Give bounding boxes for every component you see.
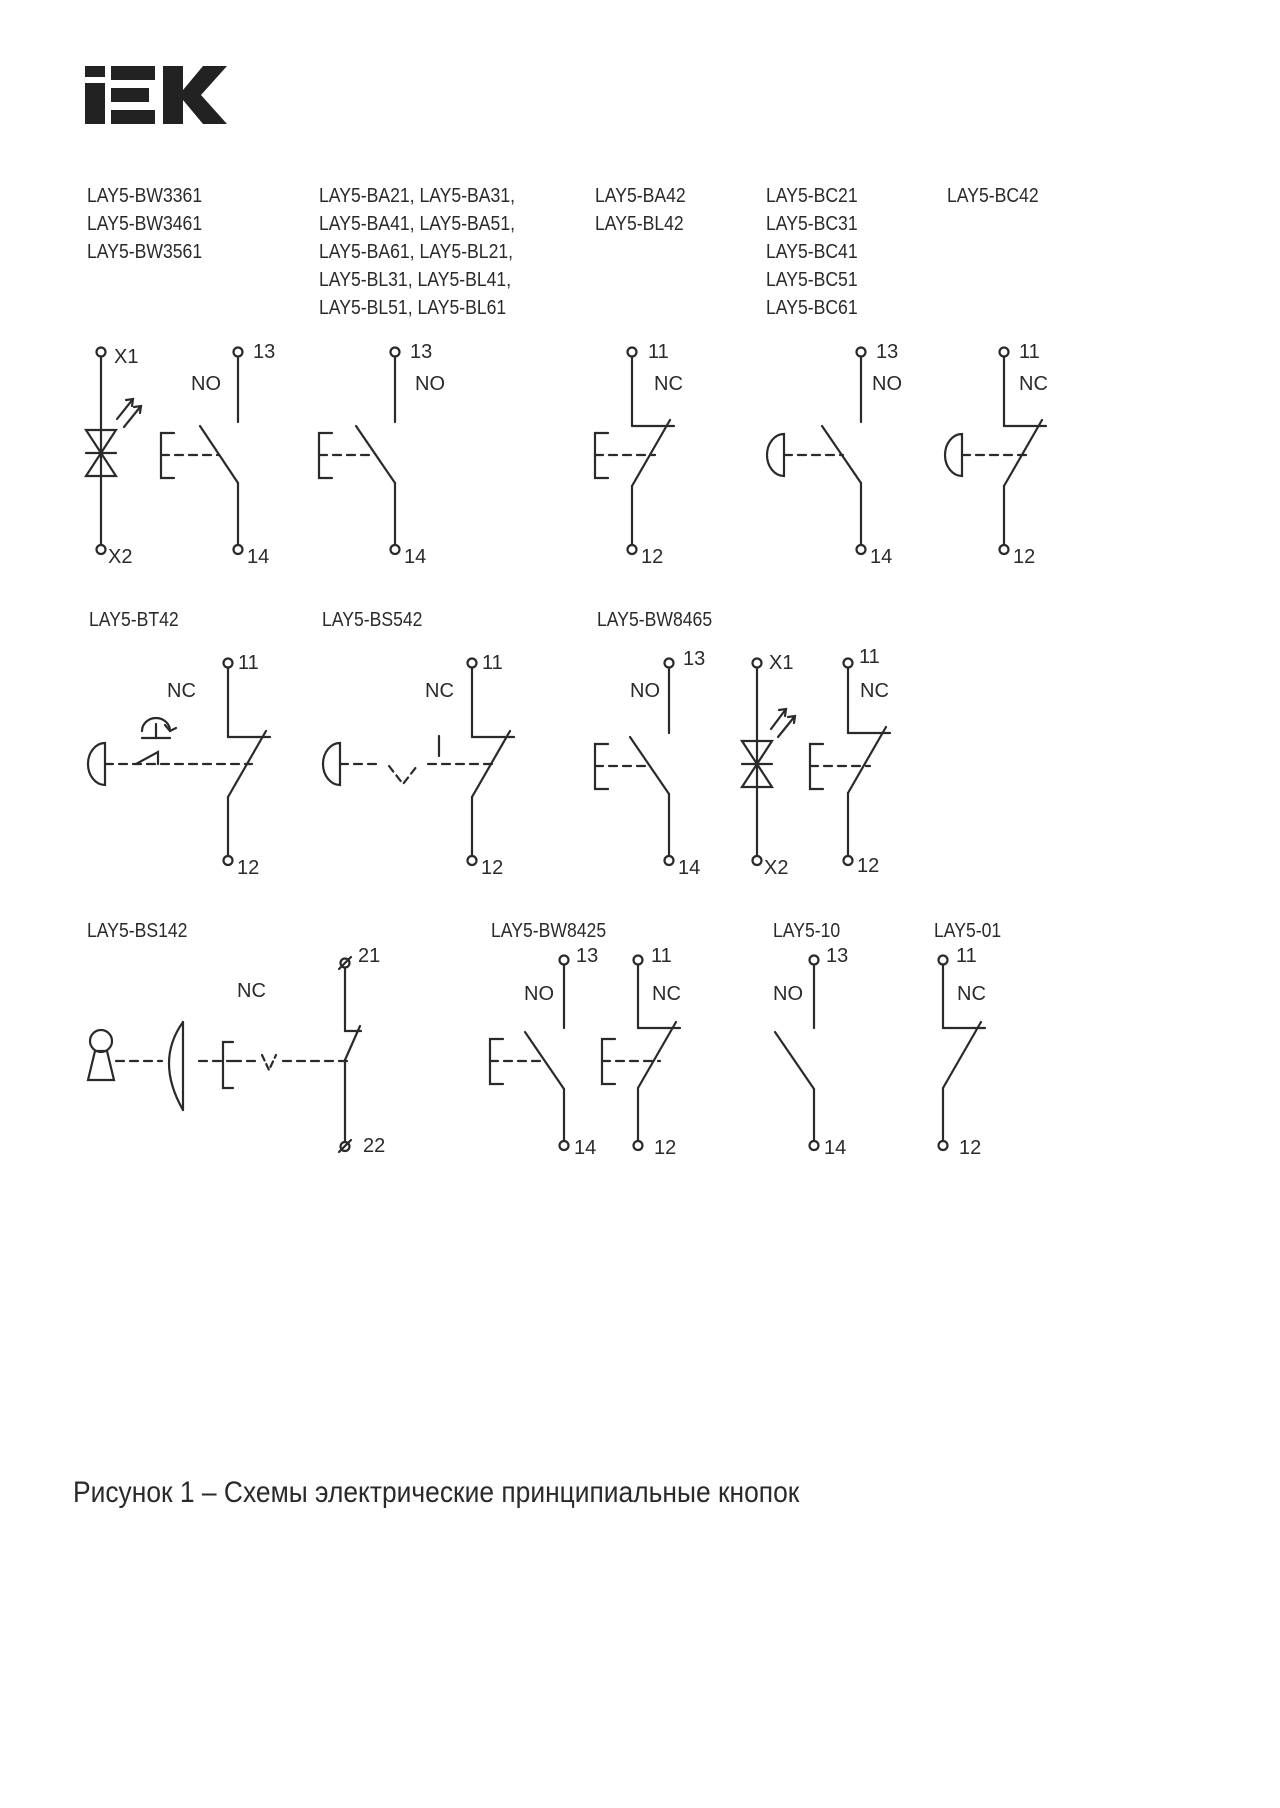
- nc-switch-symbol: [810, 646, 890, 877]
- figure-caption: Рисунок 1 – Схемы электрические принципиальные кнопок: [73, 1476, 800, 1509]
- terminal-label: 21: [358, 945, 381, 967]
- no-contact-block-symbol: [773, 945, 848, 1159]
- terminal-label: 11: [859, 646, 880, 668]
- terminal-label: 13: [876, 341, 899, 363]
- terminal-label: 14: [574, 1137, 597, 1159]
- terminal-label: 13: [253, 341, 276, 363]
- model-label: LAY5-BL31, LAY5-BL41,: [319, 269, 512, 291]
- terminal-label: 12: [641, 546, 664, 568]
- model-label: LAY5-BC21: [766, 185, 858, 207]
- terminal-label: 12: [1013, 546, 1036, 568]
- no-switch-symbol: [490, 945, 598, 1159]
- model-label: LAY5-BC41: [766, 241, 858, 263]
- latching-mushroom-nc-switch-symbol: [323, 652, 514, 879]
- terminal-label: 11: [1019, 341, 1040, 363]
- model-label: LAY5-BW3461: [87, 213, 203, 235]
- model-label: LAY5-BW8465: [597, 609, 713, 631]
- model-label: LAY5-10: [773, 920, 841, 942]
- nc-switch-symbol: [595, 341, 683, 568]
- contact-type-label: NC: [652, 983, 681, 1005]
- model-label: LAY5-BC51: [766, 269, 858, 291]
- terminal-label: 11: [651, 945, 672, 967]
- contact-type-label: NC: [167, 680, 196, 702]
- model-label: LAY5-BW8425: [491, 920, 607, 942]
- terminal-label: 12: [857, 855, 880, 877]
- terminal-label: 14: [678, 857, 701, 879]
- terminal-label: 13: [683, 648, 706, 670]
- contact-type-label: NC: [237, 980, 266, 1002]
- nc-switch-symbol: [602, 945, 681, 1159]
- contact-type-label: NO: [415, 373, 445, 395]
- terminal-label: 12: [481, 857, 504, 879]
- model-label: LAY5-BW3361: [87, 185, 203, 207]
- terminal-label: 11: [648, 341, 669, 363]
- mushroom-nc-switch-symbol: [945, 341, 1048, 568]
- terminal-label: 14: [824, 1137, 847, 1159]
- contact-type-label: NO: [524, 983, 554, 1005]
- model-label: LAY5-BS142: [87, 920, 188, 942]
- terminal-label: 13: [410, 341, 433, 363]
- terminal-label: 13: [576, 945, 599, 967]
- no-switch-symbol: [595, 648, 705, 879]
- mushroom-no-switch-symbol: [767, 341, 902, 568]
- terminal-label: 14: [247, 546, 270, 568]
- turn-release-nc-switch-symbol: [88, 652, 270, 879]
- terminal-label: X1: [114, 346, 139, 368]
- terminal-label: 12: [237, 857, 260, 879]
- terminal-label: 13: [826, 945, 849, 967]
- terminal-label: X2: [764, 857, 789, 879]
- model-label: LAY5-BS542: [322, 609, 423, 631]
- model-label: LAY5-BC42: [947, 185, 1039, 207]
- contact-type-label: NO: [773, 983, 803, 1005]
- model-label: LAY5-BA41, LAY5-BA51,: [319, 213, 516, 235]
- model-label: LAY5-BL51, LAY5-BL61: [319, 297, 507, 319]
- terminal-label: 11: [956, 945, 977, 967]
- terminal-label: 22: [363, 1135, 386, 1157]
- model-label: LAY5-BT42: [89, 609, 179, 631]
- terminal-label: 11: [482, 652, 503, 674]
- contact-type-label: NO: [191, 373, 221, 395]
- no-switch-symbol: [319, 341, 445, 568]
- model-label: LAY5-BA21, LAY5-BA31,: [319, 185, 516, 207]
- terminal-label: 14: [404, 546, 427, 568]
- contact-type-label: NO: [630, 680, 660, 702]
- model-label: LAY5-BW3561: [87, 241, 203, 263]
- terminal-label: 14: [870, 546, 893, 568]
- led-indicator-symbol: [742, 652, 795, 879]
- model-label: LAY5-BC31: [766, 213, 858, 235]
- key-operated-nc-switch-symbol: [88, 945, 385, 1157]
- contact-type-label: NC: [425, 680, 454, 702]
- nc-contact-block-symbol: [939, 945, 986, 1159]
- terminal-label: 12: [959, 1137, 982, 1159]
- terminal-label: 12: [654, 1137, 677, 1159]
- terminal-label: 11: [238, 652, 259, 674]
- contact-type-label: NC: [957, 983, 986, 1005]
- no-switch-symbol: [161, 341, 275, 568]
- contact-type-label: NC: [860, 680, 889, 702]
- contact-type-label: NC: [1019, 373, 1048, 395]
- model-label: LAY5-BC61: [766, 297, 858, 319]
- model-label: LAY5-01: [934, 920, 1002, 942]
- terminal-label: X2: [108, 546, 133, 568]
- model-label: LAY5-BA61, LAY5-BL21,: [319, 241, 514, 263]
- model-label: LAY5-BL42: [595, 213, 684, 235]
- model-label: LAY5-BA42: [595, 185, 686, 207]
- contact-type-label: NO: [872, 373, 902, 395]
- contact-type-label: NC: [654, 373, 683, 395]
- terminal-label: X1: [769, 652, 794, 674]
- led-indicator-symbol: [86, 346, 141, 568]
